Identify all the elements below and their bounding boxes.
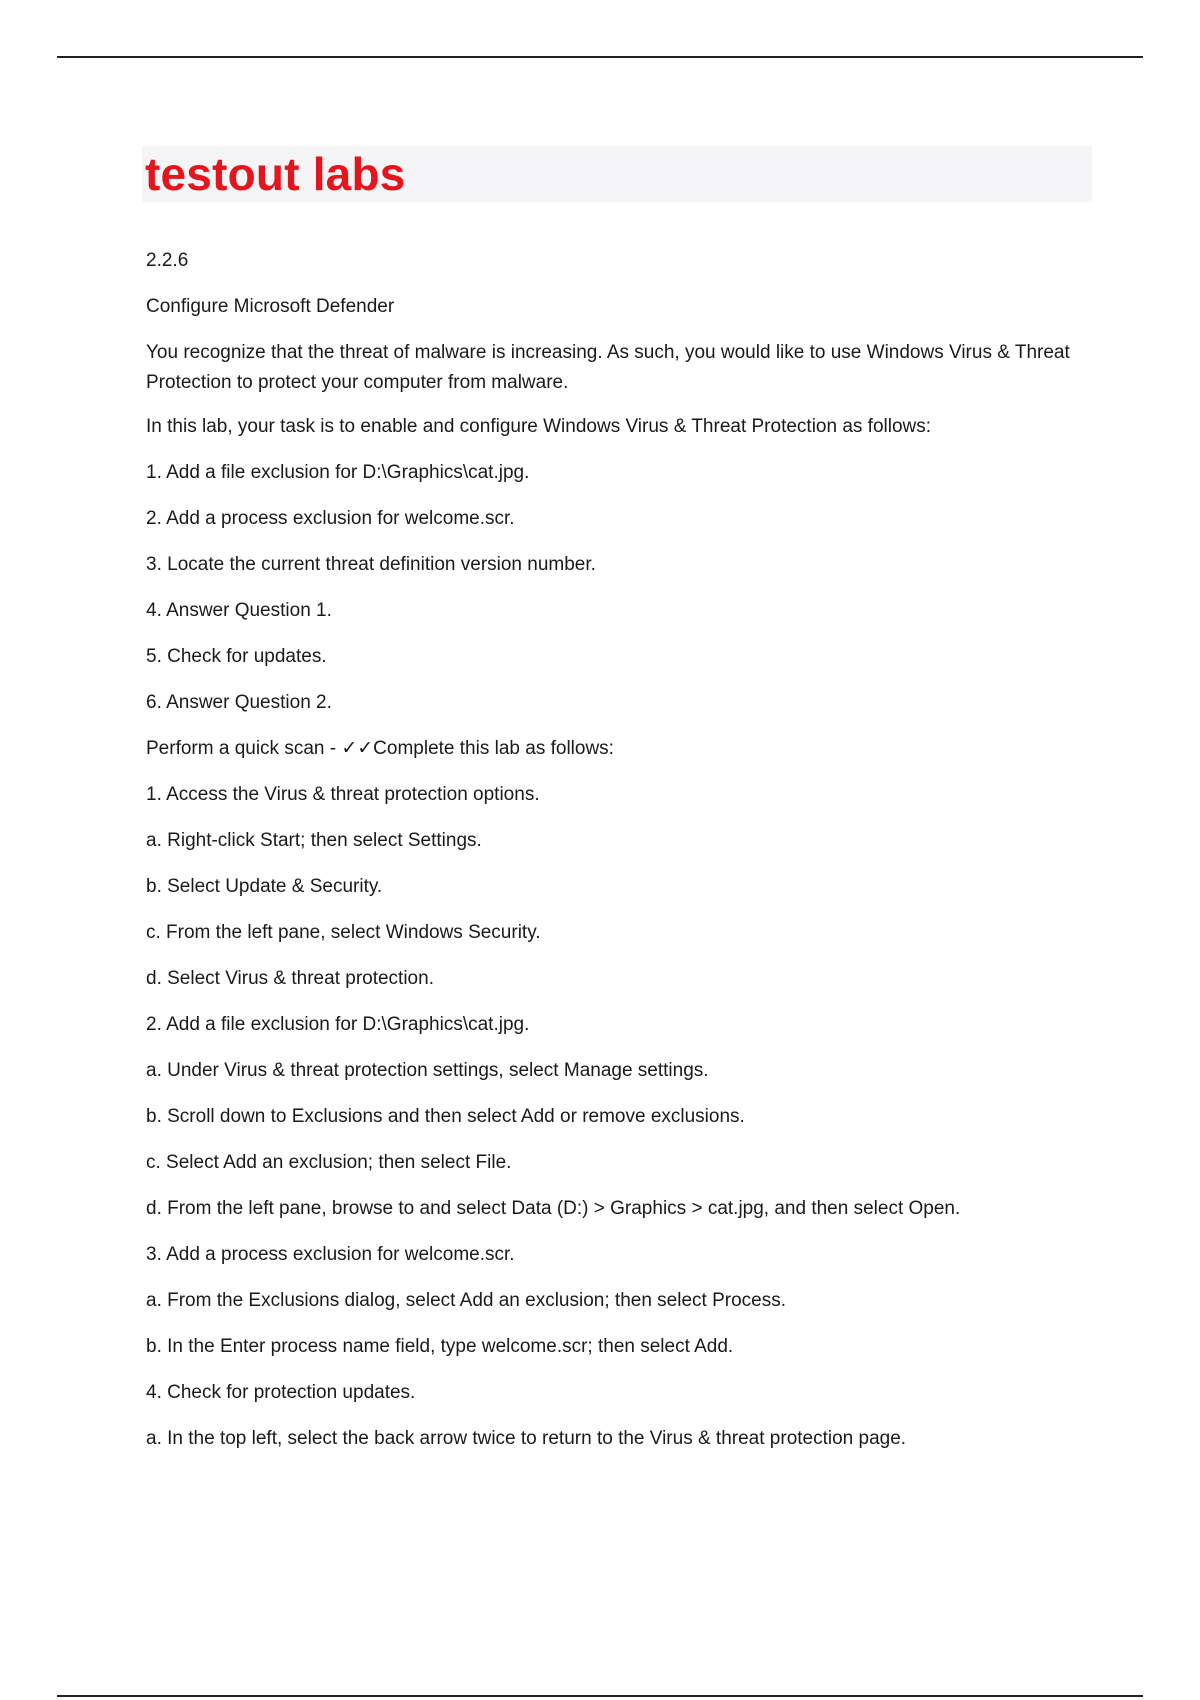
step-item: b. Select Update & Security. — [146, 876, 383, 897]
page-title: testout labs — [145, 148, 406, 200]
task-intro-paragraph: In this lab, your task is to enable and configure Windows Virus & Threat Protection as follows: — [146, 416, 932, 437]
step-item: 3. Add a process exclusion for welcome.scr. — [146, 1244, 515, 1265]
intro-paragraph: You recognize that the threat of malware is increasing. As such, you would like to use Windows Virus & Threat Protection to protect your computer from malware. — [146, 342, 1076, 393]
task-item: 4. Answer Question 1. — [146, 600, 332, 621]
bottom-rule — [57, 1695, 1143, 1697]
step-item: a. Under Virus & threat protection settings, select Manage settings. — [146, 1060, 709, 1081]
step-item: 4. Check for protection updates. — [146, 1382, 416, 1403]
step-item: 2. Add a file exclusion for D:\Graphics\cat.jpg. — [146, 1014, 530, 1035]
step-item: d. From the left pane, browse to and select Data (D:) > Graphics > cat.jpg, and then select Open. — [146, 1198, 961, 1219]
solution-intro: Perform a quick scan - ✓✓Complete this lab as follows: — [146, 738, 614, 759]
lab-title: Configure Microsoft Defender — [146, 296, 395, 317]
task-item: 3. Locate the current threat definition version number. — [146, 554, 596, 575]
step-item: c. From the left pane, select Windows Security. — [146, 922, 541, 943]
step-item: b. Scroll down to Exclusions and then select Add or remove exclusions. — [146, 1106, 745, 1127]
task-item: 2. Add a process exclusion for welcome.scr. — [146, 508, 515, 529]
step-item: c. Select Add an exclusion; then select File. — [146, 1152, 512, 1173]
task-item: 5. Check for updates. — [146, 646, 327, 667]
step-item: a. Right-click Start; then select Settings. — [146, 830, 482, 851]
step-item: a. In the top left, select the back arrow twice to return to the Virus & threat protection page. — [146, 1428, 907, 1449]
title-banner — [142, 146, 1092, 202]
section-number: 2.2.6 — [146, 250, 189, 271]
step-item: b. In the Enter process name field, type welcome.scr; then select Add. — [146, 1336, 734, 1357]
step-item: 1. Access the Virus & threat protection options. — [146, 784, 540, 805]
task-item: 6. Answer Question 2. — [146, 692, 332, 713]
document-body — [146, 246, 1086, 1470]
task-item: 1. Add a file exclusion for D:\Graphics\cat.jpg. — [146, 462, 530, 483]
step-item: d. Select Virus & threat protection. — [146, 968, 434, 989]
step-item: a. From the Exclusions dialog, select Add an exclusion; then select Process. — [146, 1290, 786, 1311]
top-rule — [57, 56, 1143, 58]
